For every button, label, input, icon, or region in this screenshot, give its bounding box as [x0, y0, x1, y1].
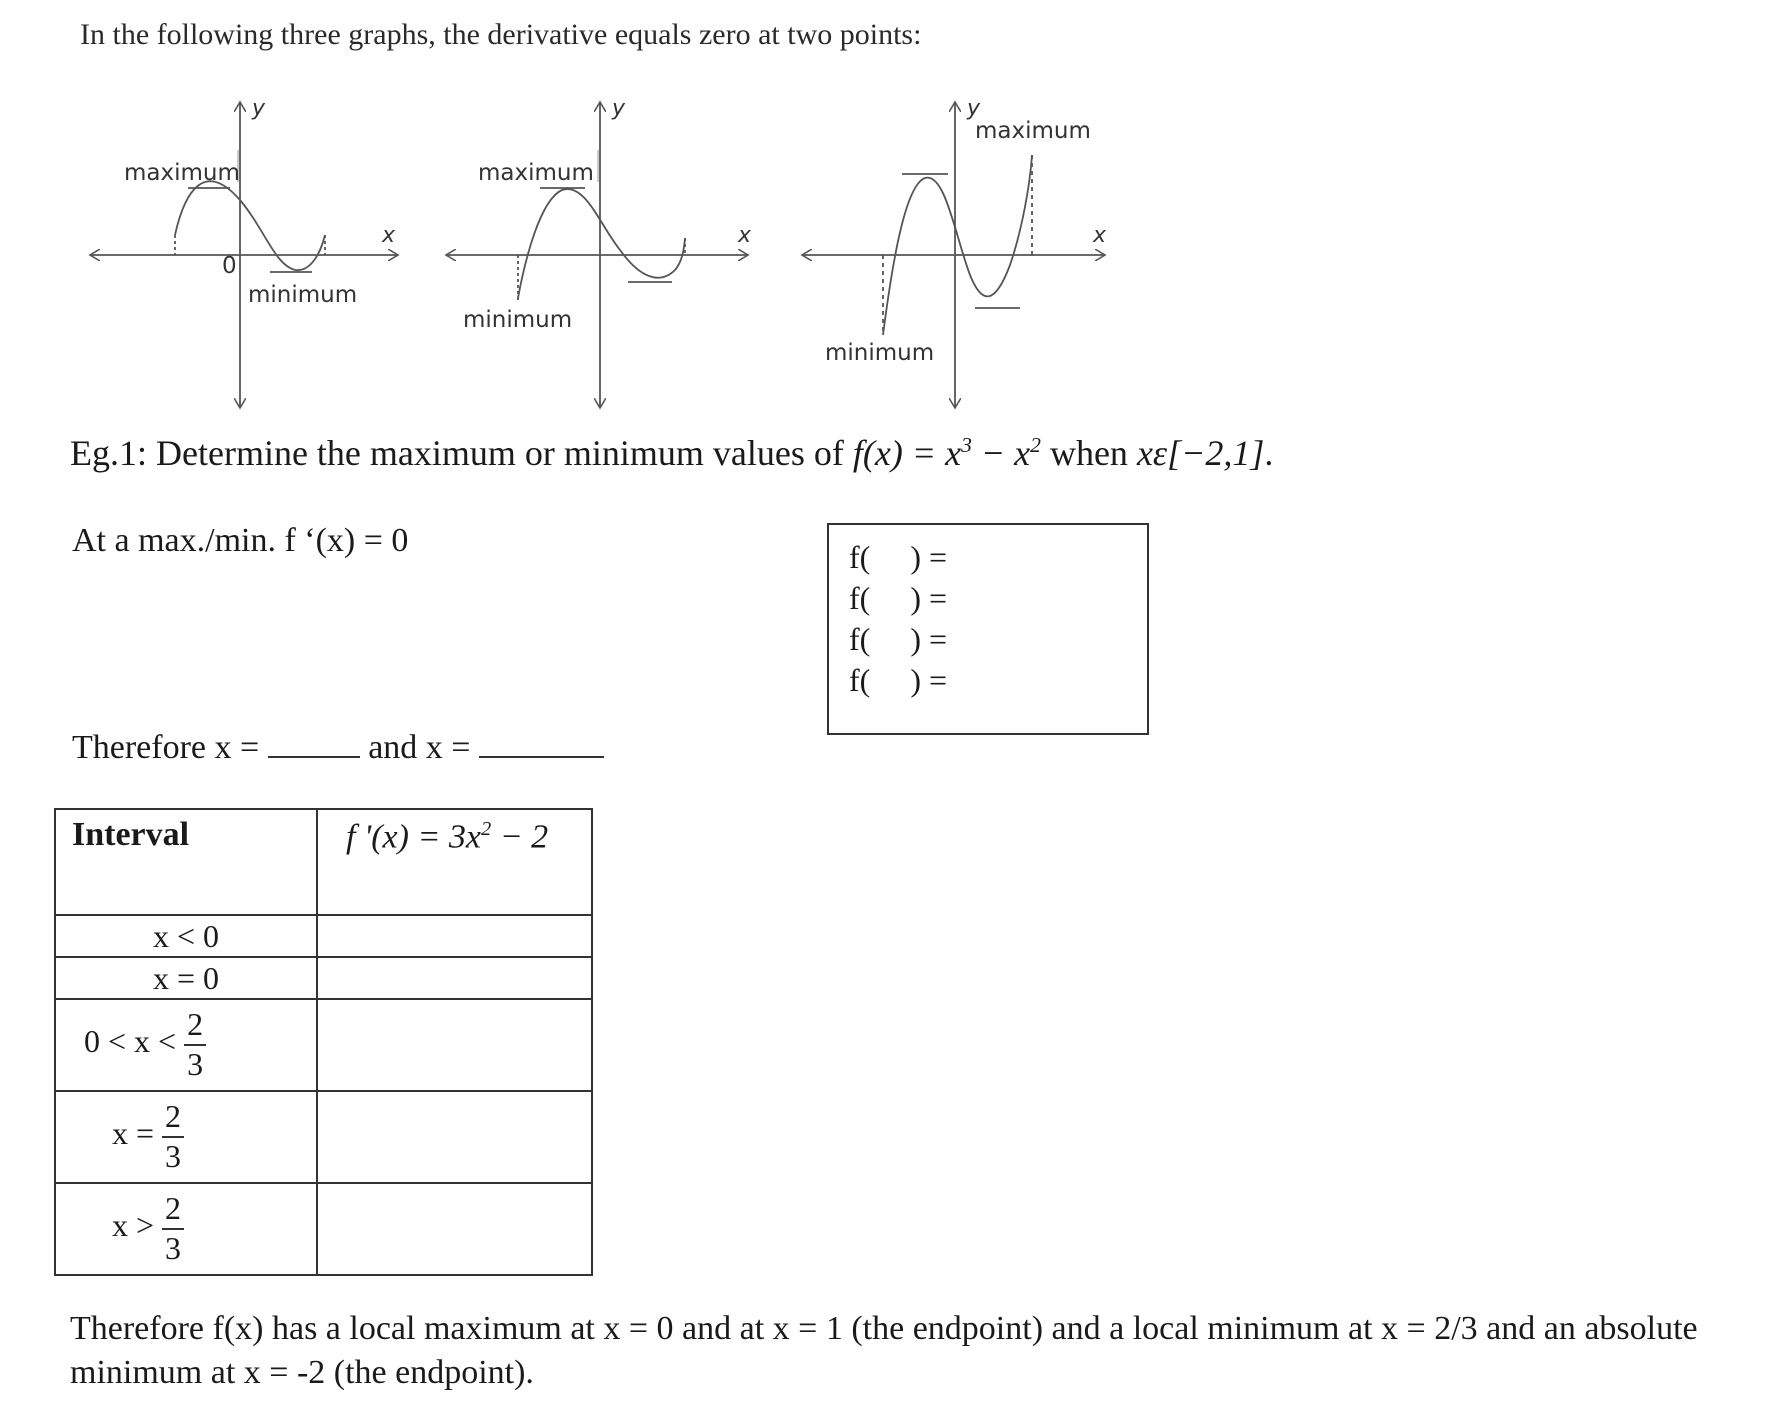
- table-row: [55, 1091, 592, 1183]
- interval-table: [54, 808, 593, 1276]
- interval-r5-prefix: x >: [112, 1207, 155, 1244]
- interval-cell: [55, 999, 317, 1091]
- example-1-statement: [70, 432, 1273, 474]
- graph-1: [90, 102, 398, 408]
- interval-cell: x = 0: [55, 957, 317, 999]
- table-header-row: [55, 809, 592, 915]
- graph-1-max-label: maximum: [124, 160, 240, 186]
- graph-2-x-label: x: [738, 223, 752, 248]
- graph-1-y-label: y: [252, 96, 266, 121]
- derivative-cell[interactable]: [317, 1091, 592, 1183]
- answer-blank-2[interactable]: [479, 728, 604, 758]
- interval-cell: [55, 1091, 317, 1183]
- therefore-x-part1: Therefore x =: [72, 729, 268, 766]
- graph-1-curve: [175, 181, 325, 270]
- example-domain: xε[−2,1]: [1136, 433, 1265, 473]
- derivative-cell[interactable]: [317, 957, 592, 999]
- example-exp2: 2: [1030, 433, 1041, 457]
- graph-3-max-label: maximum: [975, 118, 1091, 144]
- at-max-min-condition: At a max./min. f ‘(x) = 0: [72, 522, 409, 559]
- fraction-two-thirds: [184, 1008, 206, 1081]
- graph-3-y-label: y: [967, 96, 981, 121]
- table-row: [55, 999, 592, 1091]
- frac-den: 3: [187, 1046, 204, 1082]
- example-func-mid: − x: [971, 433, 1031, 473]
- header-deriv-suffix: − 2: [491, 818, 549, 856]
- header-deriv-exp: 2: [481, 818, 492, 840]
- example-exp1: 3: [961, 433, 972, 457]
- answer-blank-1[interactable]: [268, 728, 360, 758]
- intro-text: In the following three graphs, the derivative equals zero at two points:: [80, 18, 922, 51]
- graph-1-origin: 0: [222, 253, 237, 279]
- derivative-cell[interactable]: [317, 915, 592, 957]
- example-prefix: Eg.1: Determine the maximum or minimum values of: [70, 433, 853, 473]
- header-derivative: [317, 809, 592, 915]
- f-value-row: f( ) =: [849, 539, 948, 575]
- table-row: [55, 957, 592, 999]
- f-value-row: f( ) =: [849, 662, 948, 698]
- f-value-row: f( ) =: [849, 580, 948, 616]
- frac-den: 3: [165, 1230, 182, 1266]
- example-period: .: [1264, 433, 1274, 473]
- graph-2-min-label: minimum: [463, 307, 573, 333]
- fraction-two-thirds: [162, 1192, 184, 1265]
- graph-1-x-label: x: [382, 223, 396, 248]
- fraction-two-thirds: [162, 1100, 184, 1173]
- graph-1-min-label: minimum: [248, 282, 358, 308]
- graph-2-y-label: y: [612, 96, 626, 121]
- frac-num: 2: [165, 1098, 182, 1135]
- interval-cell: x < 0: [55, 915, 317, 957]
- graph-2-max-label: maximum: [478, 160, 594, 186]
- header-deriv-prefix: f '(x) = 3x: [346, 818, 481, 856]
- table-row: [55, 1183, 592, 1275]
- conclusion-text: Therefore f(x) has a local maximum at x = 0 and at x = 1 (the endpoint) and a local minimum at x = 2/3 and an absolute minimum at x = -2 (the endpoint).: [70, 1310, 1698, 1392]
- derivative-cell[interactable]: [317, 999, 592, 1091]
- therefore-x-line: [72, 728, 604, 767]
- graph-3-x-label: x: [1093, 223, 1107, 248]
- frac-num: 2: [187, 1006, 204, 1043]
- example-when: when: [1040, 433, 1137, 473]
- interval-r4-prefix: x =: [112, 1115, 155, 1152]
- therefore-x-part2: and x =: [359, 729, 479, 766]
- function-values-box: [827, 523, 1149, 735]
- frac-num: 2: [165, 1190, 182, 1227]
- graph-3-min-label: minimum: [825, 340, 935, 366]
- graph-2: [446, 102, 748, 408]
- example-func: f(x) = x: [852, 433, 962, 473]
- interval-cell: [55, 1183, 317, 1275]
- frac-den: 3: [165, 1138, 182, 1174]
- interval-r3-prefix: 0 < x <: [84, 1023, 177, 1060]
- three-graphs-figure: [0, 90, 1765, 430]
- derivative-cell[interactable]: [317, 1183, 592, 1275]
- f-value-row: f( ) =: [849, 621, 948, 657]
- header-interval: Interval: [55, 809, 317, 915]
- table-row: [55, 915, 592, 957]
